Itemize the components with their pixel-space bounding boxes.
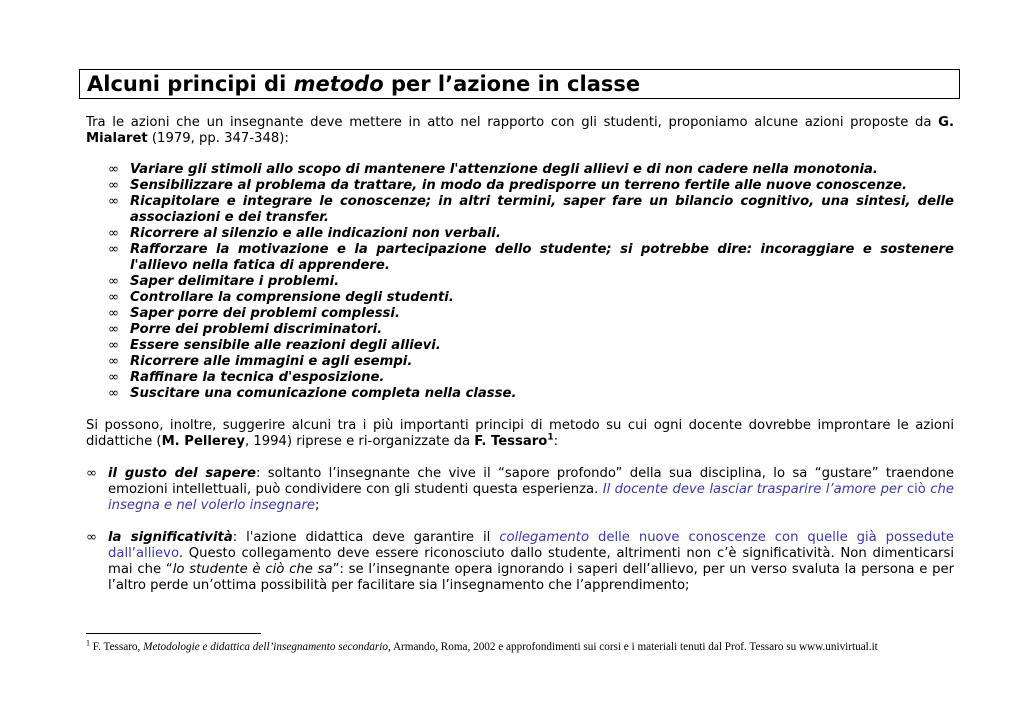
infinity-bullet-icon: ∞ bbox=[108, 306, 119, 321]
infinity-bullet-icon: ∞ bbox=[108, 178, 119, 193]
action-text: Saper delimitare i problemi. bbox=[130, 274, 340, 289]
footnote-reference[interactable]: 1 bbox=[547, 432, 554, 443]
principle-text: : l'azione didattica deve garantire il bbox=[232, 530, 500, 545]
footnote-text: F. Tessaro, bbox=[90, 641, 144, 653]
principle-term: il gusto del sapere bbox=[108, 466, 256, 481]
action-item bbox=[108, 226, 954, 242]
action-item bbox=[108, 178, 954, 194]
action-item bbox=[108, 242, 954, 274]
action-text: Saper porre dei problemi complessi. bbox=[130, 306, 400, 321]
action-text: Ricorrere alle immagini e agli esempi. bbox=[130, 354, 413, 369]
footnote-number: 1 bbox=[86, 638, 90, 648]
methods-text-1: Si possono, inoltre, suggerire alcuni tra i più importanti principi di metodo su cui ogni docente dovrebbe improntare le azioni didattiche ( bbox=[86, 418, 954, 449]
action-item bbox=[108, 162, 954, 178]
action-text: Rafforzare la motivazione e la partecipazione dello studente; si potrebbe dire: incoraggiare e sostenere l'allievo nella fatica di apprendere. bbox=[130, 242, 954, 273]
principle-highlight: Il docente deve lasciar trasparire l’amore per bbox=[602, 482, 903, 497]
action-text: Porre dei problemi discriminatori. bbox=[130, 322, 383, 337]
infinity-bullet-icon: ∞ bbox=[108, 354, 119, 369]
action-text: Ricorrere al silenzio e alle indicazioni non verbali. bbox=[130, 226, 501, 241]
footnote bbox=[86, 638, 976, 653]
methods-paragraph bbox=[86, 418, 954, 450]
action-item bbox=[108, 386, 954, 402]
infinity-bullet-icon: ∞ bbox=[108, 370, 119, 385]
infinity-bullet-icon: ∞ bbox=[86, 530, 97, 545]
title-part3: per l’azione in classe bbox=[383, 72, 641, 96]
principle-item bbox=[86, 530, 954, 594]
infinity-bullet-icon: ∞ bbox=[108, 274, 119, 289]
action-item bbox=[108, 290, 954, 306]
principle-highlight: ciò bbox=[902, 482, 931, 497]
intro-citation: (1979, pp. 347-348): bbox=[147, 131, 289, 146]
principle-text: : soltanto l’insegnante che vive il “sapore profondo” della sua disciplina, lo sa “gustare” traendone emozioni intellettuali, può condividere con gli studenti questa esperienza. bbox=[108, 466, 954, 497]
action-item bbox=[108, 354, 954, 370]
action-item bbox=[108, 322, 954, 338]
action-text: Ricapitolare e integrare le conoscenze; in altri termini, saper fare un bilancio cognitivo, una sintesi, delle associazioni e dei transfer. bbox=[130, 194, 954, 225]
methods-text-2: , 1994) riprese e ri-organizzate da bbox=[244, 434, 475, 449]
infinity-bullet-icon: ∞ bbox=[108, 290, 119, 305]
footnote-book-title: Metodologie e didattica dell’insegnamento secondario bbox=[143, 641, 388, 653]
action-text: Suscitare una comunicazione completa nella classe. bbox=[130, 386, 517, 401]
infinity-bullet-icon: ∞ bbox=[108, 226, 119, 241]
action-text: Essere sensibile alle reazioni degli allievi. bbox=[130, 338, 441, 353]
methods-author-2: F. Tessaro bbox=[474, 434, 548, 449]
action-item bbox=[108, 274, 954, 290]
intro-paragraph bbox=[86, 115, 954, 147]
title-emphasis: metodo bbox=[293, 72, 384, 96]
principle-text: ”: se l’insegnante opera ignorando i saperi dell’allievo, per un verso svaluta la persona e per l’altro perde un’ottima possibilità per facilitare sia l’insegnamento che l’apprendimento; bbox=[108, 562, 954, 593]
infinity-bullet-icon: ∞ bbox=[86, 466, 97, 481]
principle-highlight: collegamento bbox=[499, 530, 590, 545]
principle-end: ; bbox=[315, 498, 320, 513]
infinity-bullet-icon: ∞ bbox=[108, 242, 119, 257]
principle-highlight: delle nuove conoscenze con quelle già possedute dall’allievo bbox=[108, 530, 954, 561]
footnote-text: , Armando, Roma, 2002 e approfondimenti sui corsi e i materiali tenuti dal Prof. Tessaro su www.univirtual.it bbox=[387, 641, 878, 653]
infinity-bullet-icon: ∞ bbox=[108, 338, 119, 353]
methods-author-1: M. Pellerey bbox=[161, 434, 245, 449]
methods-text-3: : bbox=[553, 434, 559, 449]
action-text: Variare gli stimoli allo scopo di mantenere l'attenzione degli allievi e di non cadere nella monotonia. bbox=[130, 162, 878, 177]
principle-term: la significatività bbox=[108, 530, 233, 545]
action-text: Controllare la comprensione degli studenti. bbox=[130, 290, 454, 305]
action-item bbox=[108, 194, 954, 226]
principle-quote: lo studente è ciò che sa bbox=[172, 562, 333, 577]
principle-highlight: che insegna e nel volerlo insegnare bbox=[108, 482, 955, 513]
action-text: Raffinare la tecnica d'esposizione. bbox=[130, 370, 385, 385]
title-part1: Alcuni principi di bbox=[87, 72, 294, 96]
action-item bbox=[108, 306, 954, 322]
action-item bbox=[108, 338, 954, 354]
principle-text: . Questo collegamento deve essere riconosciuto dallo studente, altrimenti non c’è significatività. Non dimenticarsi mai che “ bbox=[108, 546, 954, 577]
footnote-separator bbox=[86, 633, 261, 634]
actions-list bbox=[86, 162, 954, 402]
intro-author: G. Mialaret bbox=[86, 115, 954, 146]
page-title bbox=[80, 70, 959, 99]
intro-text: Tra le azioni che un insegnante deve mettere in atto nel rapporto con gli studenti, proponiamo alcune azioni proposte da bbox=[86, 115, 939, 130]
infinity-bullet-icon: ∞ bbox=[108, 194, 119, 209]
action-text: Sensibilizzare al problema da trattare, in modo da predisporre un terreno fertile alle nuove conoscenze. bbox=[130, 178, 907, 193]
infinity-bullet-icon: ∞ bbox=[108, 322, 119, 337]
document-body bbox=[86, 115, 954, 610]
principle-item bbox=[86, 466, 955, 514]
title-box bbox=[79, 69, 960, 99]
infinity-bullet-icon: ∞ bbox=[108, 386, 119, 401]
infinity-bullet-icon: ∞ bbox=[108, 162, 119, 177]
principles-list bbox=[86, 466, 954, 594]
action-item bbox=[108, 370, 954, 386]
